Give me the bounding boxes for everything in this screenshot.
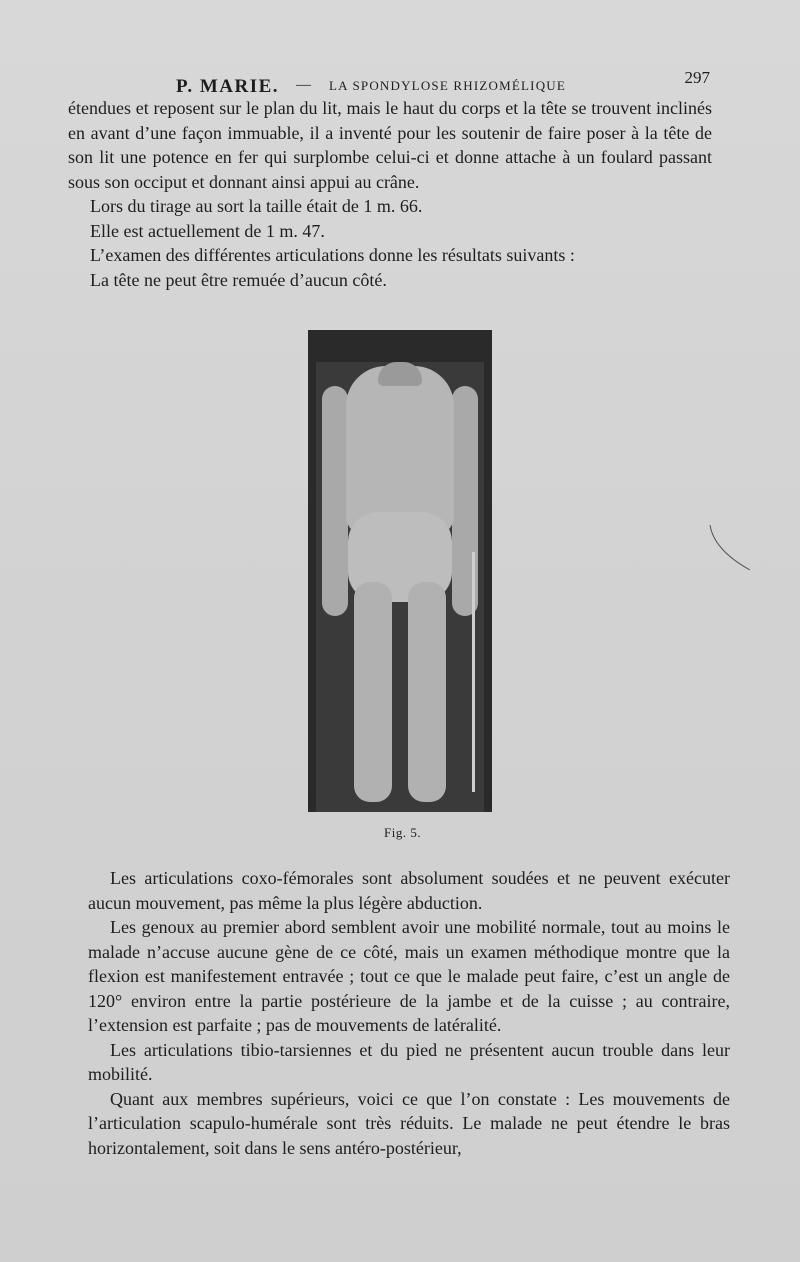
- paragraph: Les genoux au premier abord semblent avoir une mobilité normale, tout au moins le malade n’accuse aucune gène de ce côté, mais un examen méthodique montre que la flexion est manifestement entravée ; tout ce que le malade peut faire, c’est un angle de 120° environ entre la partie postérieure de la jambe et de la cuisse ; au contraire, l’extension est parfaite ; pas de mouvements de latéralité.: [88, 917, 730, 1035]
- paragraph: L’examen des différentes articulations donne les résultats suivants :: [90, 245, 575, 265]
- photo-right-leg: [408, 582, 446, 802]
- running-header: [176, 66, 710, 96]
- text-block-top: [68, 96, 712, 292]
- page-number: 297: [684, 68, 710, 87]
- photo-subject: [316, 362, 484, 812]
- photo-cane: [472, 552, 475, 792]
- running-title: LA SPONDYLOSE RHIZOMÉLIQUE: [329, 78, 567, 93]
- header-dash: —: [296, 77, 311, 93]
- photo-left-arm: [322, 386, 348, 616]
- paragraph: La tête ne peut être remuée d’aucun côté.: [90, 269, 387, 290]
- author-name: P. MARIE.: [176, 76, 280, 97]
- text-block-bottom: [88, 866, 730, 1160]
- figure-photograph: [308, 330, 492, 812]
- paragraph: étendues et reposent sur le plan du lit, mais le haut du corps et la tête se trouvent inclinés en avant d’une façon immuable, il a inventé pour les soutenir de faire poser à la tête de son lit une potence en fer qui surplombe celui-ci et donne attache à un foulard passant sous son occiput et donnant ainsi appui au crâne.: [68, 98, 712, 192]
- paragraph: Elle est actuellement de 1 m. 47.: [90, 220, 325, 241]
- figure-caption: Fig. 5.: [384, 825, 422, 840]
- photo-left-leg: [354, 582, 392, 802]
- paragraph: Les articulations coxo-fémorales sont absolument soudées et ne peuvent exécuter aucun mouvement, pas même la plus légère abduction.: [88, 868, 730, 913]
- photo-head: [378, 362, 422, 386]
- paragraph: Lors du tirage au sort la taille était de 1 m. 66.: [90, 196, 423, 216]
- paragraph: Les articulations tibio-tarsiennes et du pied ne présentent aucun trouble dans leur mobilité.: [88, 1039, 730, 1084]
- photo-torso: [346, 366, 454, 536]
- paragraph: Quant aux membres supérieurs, voici ce que l’on constate : Les mouvements de l’articulation scapulo-humérale sont très réduits. Le malade ne peut étendre le bras horizontalement, soit dans le sens antéro-postérieur,: [88, 1088, 730, 1158]
- margin-pencil-mark: [700, 520, 770, 580]
